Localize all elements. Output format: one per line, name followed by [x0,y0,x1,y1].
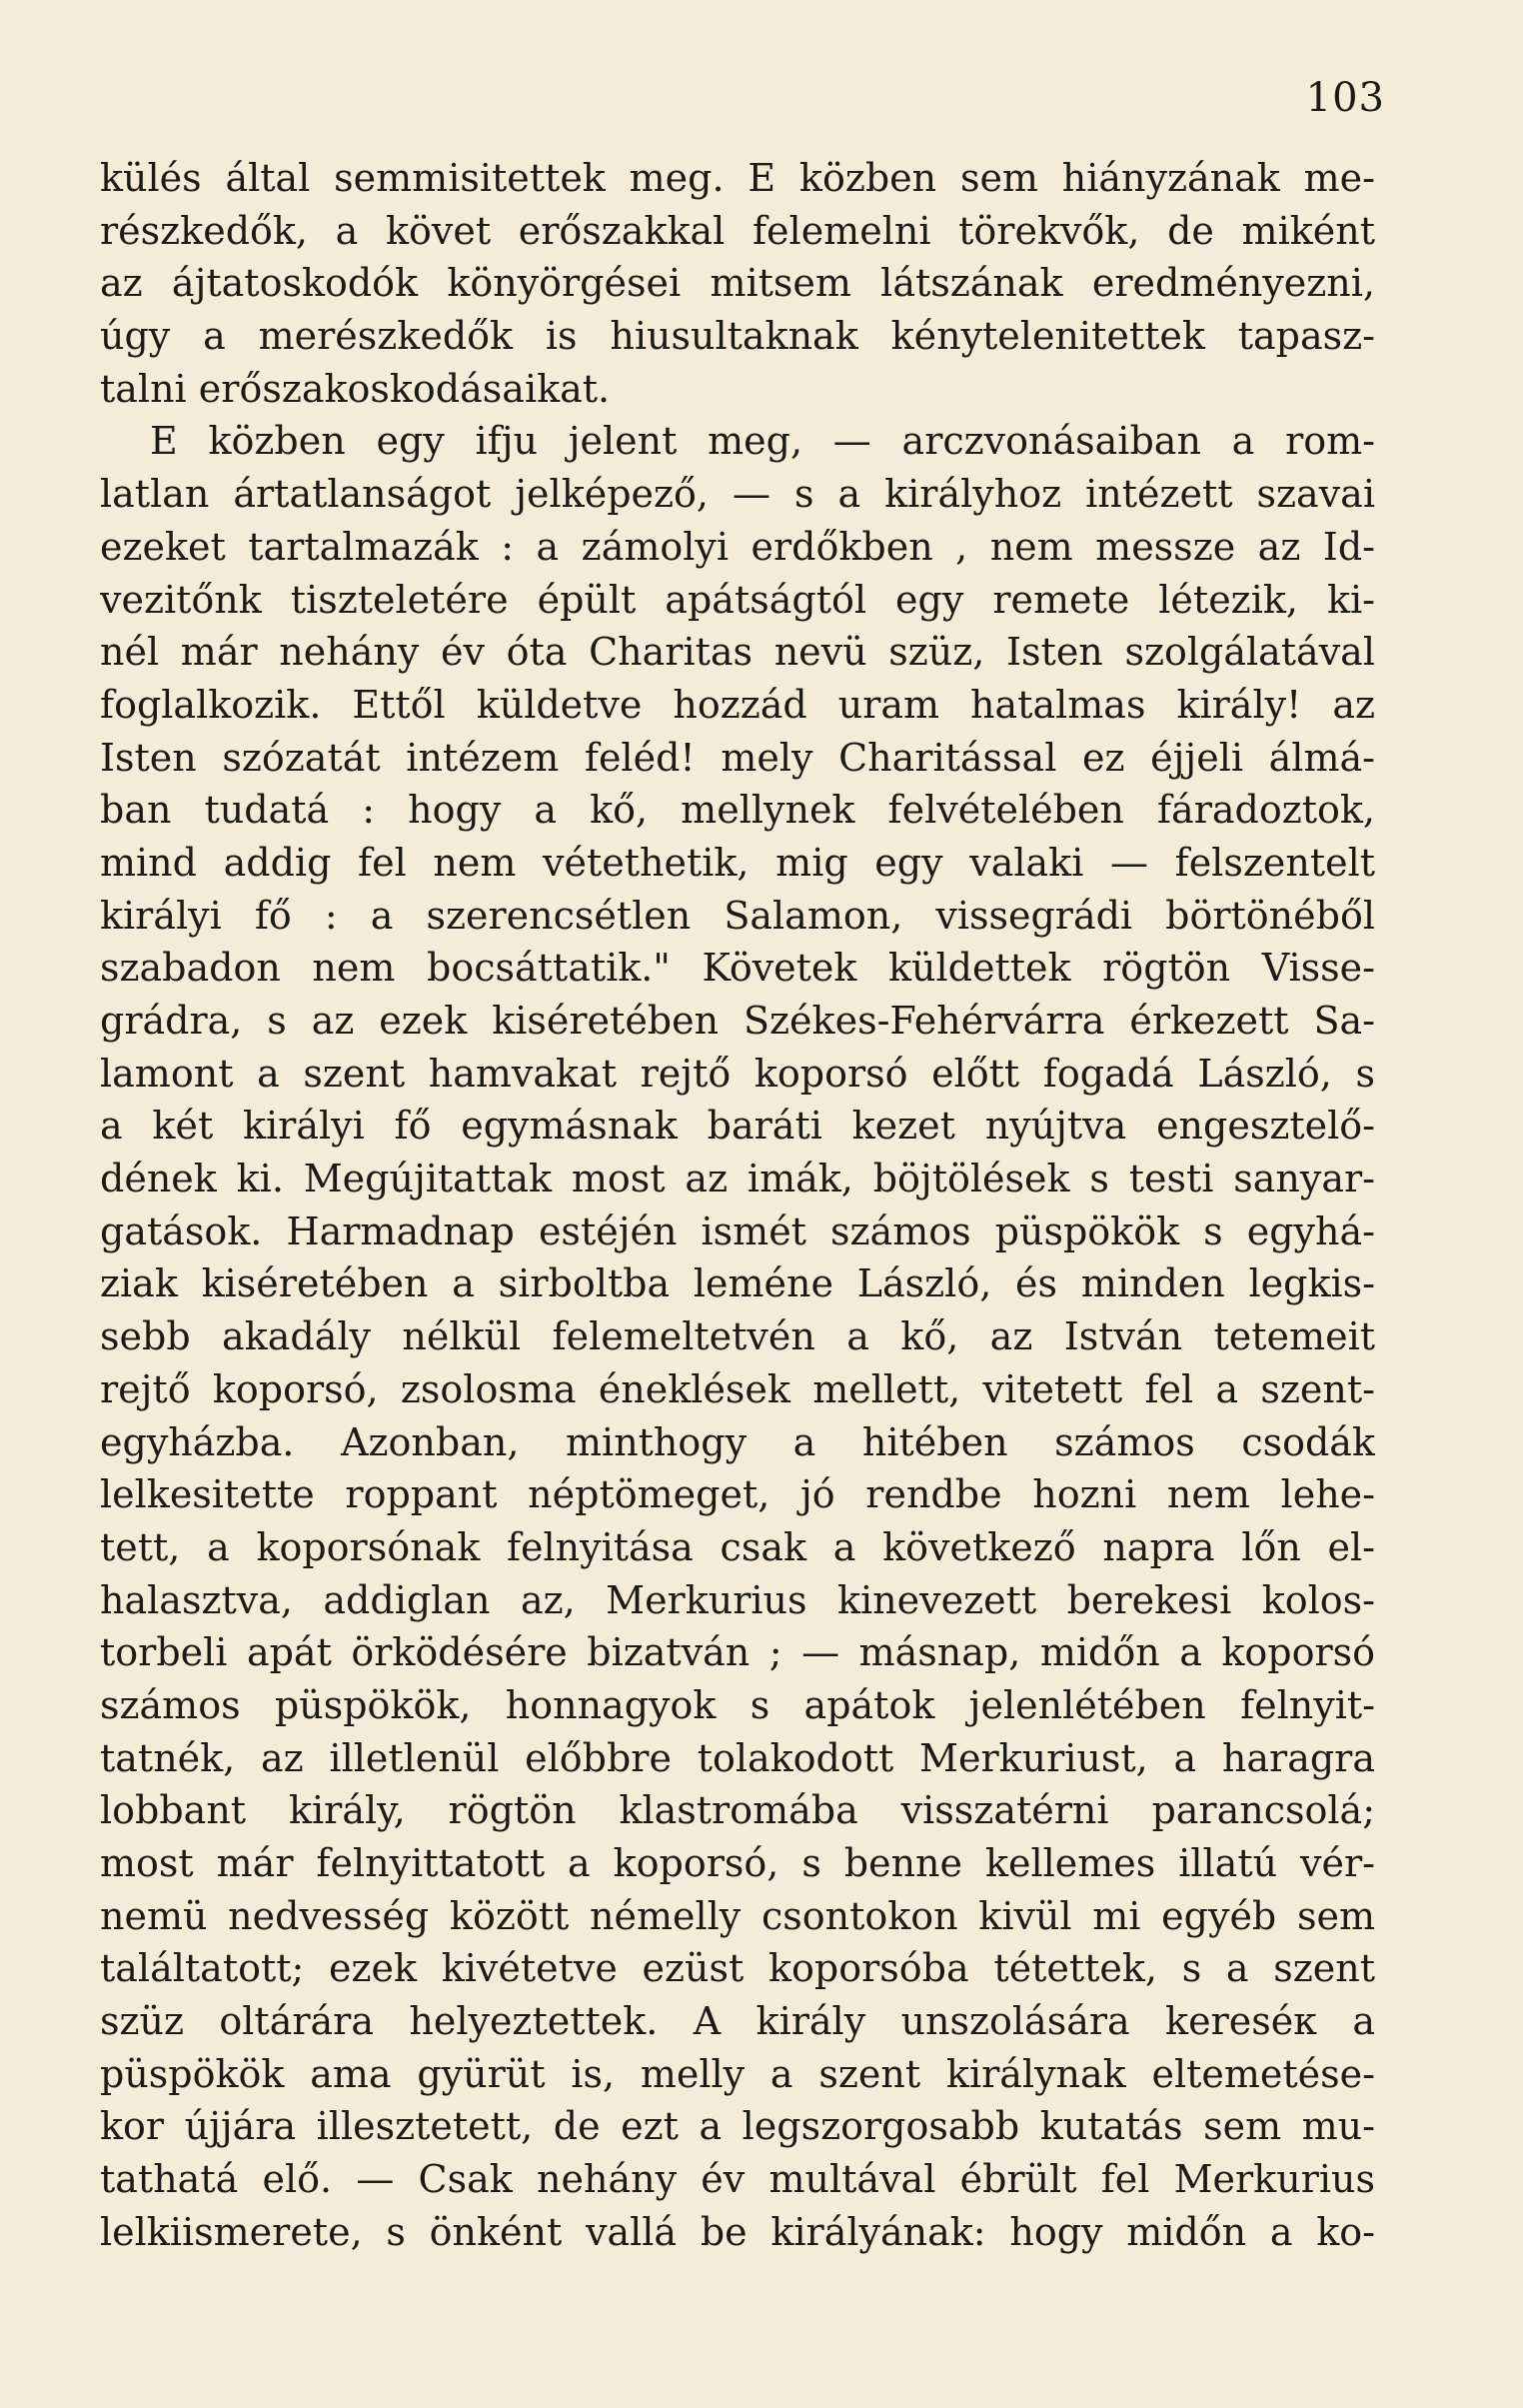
text-line: külés által semmisitettek meg. E közben sem hiányzának me- [100,156,1375,200]
text-line: a két királyi fő egymásnak baráti kezet nyújtva engesztelő- [100,1104,1375,1149]
text-line: lelkiismerete, s önként vallá be királyának: hogy midőn a ko- [100,2209,1375,2254]
text-line: szüz oltárára helyeztettek. A király unszolására kereséк a [100,1999,1375,2044]
text-line: ziak kiséretében a sirboltba leméne László, és minden legkis- [100,1261,1375,1306]
text-line: szabadon nem bocsáttatik." Követek küldettek rögtön Visse- [100,946,1375,991]
paragraph-end-line: talni erőszakoskodásaikat. [100,366,611,411]
body-text [100,152,1375,2259]
text-line: rejtő koporsó, zsolosma éneklések mellett, vitetett fel a szent- [100,1366,1375,1411]
text-line: foglalkozik. Ettől küldetve hozzád uram hatalmas király! az [100,682,1375,727]
text-line: dének ki. Megújitattak most az imák, böjtölések s testi sanyar- [100,1157,1375,1202]
text-line: ezeket tartalmazák : a zámolyi erdőkben , nem messze az Id- [100,524,1375,569]
text-line: részkedők, a követ erőszakkal felemelni törekvők, de miként [100,208,1375,253]
page-number: 103 [1305,75,1385,121]
text-line: lelkesitette roppant néptömeget, jó rendbe hozni nem lehe- [100,1472,1375,1517]
text-line: egyházba. Azonban, minthogy a hitében számos csodák [100,1419,1375,1464]
text-line: ban tudatá : hogy a kő, mellynek felvételében fáradoztok, [100,788,1375,833]
text-line: tatnék, az illetlenül előbbre tolakodott Merkuriust, a haragra [100,1735,1375,1780]
text-line: úgy a merészkedők is hiusultaknak kénytelenitettek tapasz- [100,314,1375,359]
text-line: püspökök ama gyürüt is, melly a szent királynak eltemetése- [100,2051,1375,2096]
text-line: lobbant király, rögtön klastromába visszatérni parancsolá; [100,1788,1375,1833]
text-line: latlan ártatlanságot jelképező, — s a királyhoz intézett szavai [100,472,1375,517]
text-line: torbeli apát örködésére bizatván ; — másnap, midőn a koporsó [100,1630,1375,1675]
text-line: mind addig fel nem vétethetik, mig egy valaki — felszentelt [100,840,1375,885]
text-line: királyi fő : a szerencsétlen Salamon, vissegrádi börtönéből [100,893,1375,938]
text-line: az ájtatoskodók könyörgései mitsem látszának eredményezni, [100,261,1375,306]
text-line: nél már nehány év óta Charitas nevü szüz, Isten szolgálatával [100,630,1375,675]
text-line: kor újjára illesztetett, de ezt a legszorgosabb kutatás sem mu- [100,2104,1375,2149]
text-line: számos püspökök, honnagyok s apátok jelenlétében felnyit- [100,1682,1375,1727]
text-line: gatások. Harmadnap estéjén ismét számos püspökök s egyhá- [100,1208,1375,1253]
text-line: halasztva, addiglan az, Merkurius kinevezett berekesi kolos- [100,1577,1375,1622]
text-line: tett, a koporsónak felnyitása csak a következő napra lőn el- [100,1524,1375,1569]
text-line: grádra, s az ezek kiséretében Székes-Fehérvárra érkezett Sa- [100,999,1375,1043]
text-line: vezitőnk tiszteletére épült apátságtól egy remete létezik, ki- [100,577,1375,622]
text-line: lamont a szent hamvakat rejtő koporsó előtt fogadá László, s [100,1051,1375,1096]
text-line: sebb akadály nélkül felemeltetvén a kő, az István tetemeit [100,1314,1375,1359]
text-line: nemü nedvesség között némelly csontokon kivül mi egyéb sem [100,1893,1375,1938]
text-line: most már felnyittatott a koporsó, s benne kellemes illatú vér- [100,1841,1375,1885]
paragraph-start-line: E közben egy ifju jelent meg, — arczvonásaiban a rom- [150,419,1375,464]
text-line: tathatá elő. — Csak nehány év multával ébrült fel Merkurius [100,2157,1375,2202]
text-line: találtatott; ezek kivétetve ezüst koporsóba tétettek, s a szent [100,1946,1375,1991]
text-line: Isten szózatát intézem feléd! mely Charitással ez éjjeli álmá- [100,735,1375,780]
